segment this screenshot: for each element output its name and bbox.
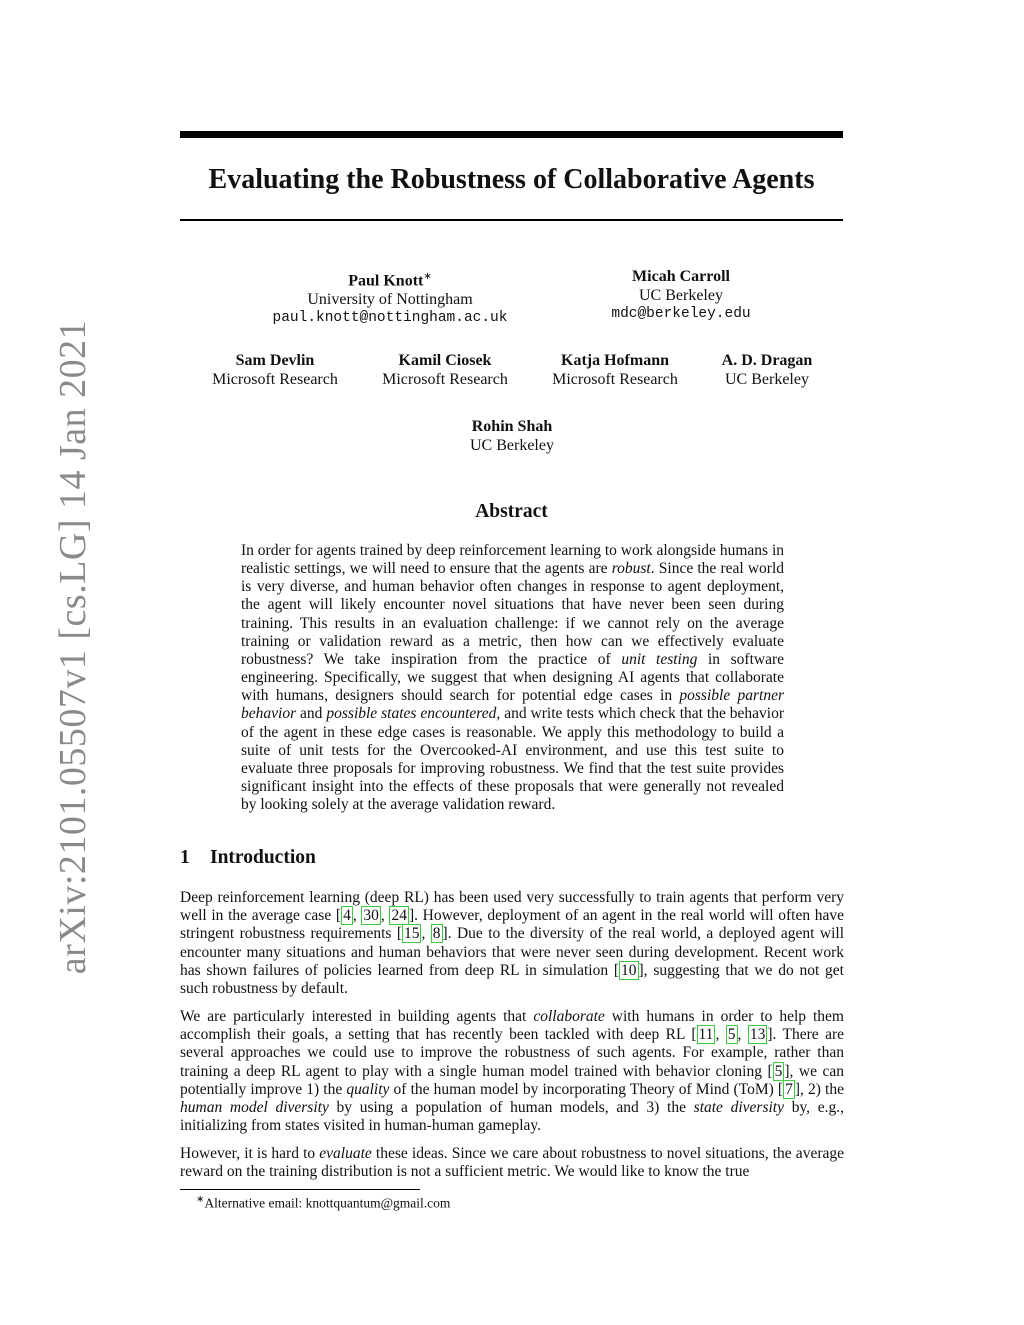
author-name: Katja Hofmann bbox=[561, 352, 669, 369]
author-block-devlin bbox=[200, 352, 350, 389]
citation-link[interactable]: 8 bbox=[432, 925, 441, 943]
section-title: Introduction bbox=[210, 847, 316, 868]
citation-link[interactable]: 30 bbox=[363, 907, 379, 925]
citation-link[interactable]: 10 bbox=[621, 961, 637, 979]
citation-link[interactable]: 11 bbox=[698, 1026, 714, 1044]
paragraph-emphasis: collaborate bbox=[533, 1008, 605, 1025]
author-affiliation: UC Berkeley bbox=[470, 436, 554, 454]
author-block-carroll bbox=[560, 268, 802, 324]
abstract-emphasis: unit testing bbox=[621, 650, 698, 668]
abstract-emphasis: possible partner behavior bbox=[241, 687, 784, 723]
intro-paragraph-3 bbox=[180, 1145, 844, 1181]
paragraph-emphasis: quality bbox=[346, 1080, 390, 1098]
paragraph-text: by using a population of human models, and 3) the bbox=[328, 1099, 694, 1117]
paragraph-text: ]. There are several approaches we could use to improve the robustness of such agents. For example, rather than training a deep RL agent to play with a single human model trained with behavior cloning [ bbox=[180, 1026, 844, 1080]
intro-paragraph-2 bbox=[180, 1008, 844, 1135]
abstract-text: In order for agents trained by deep reinforcement learning to work alongside humans in realistic settings, we will need to ensure that the agents are bbox=[241, 542, 784, 578]
author-email[interactable]: paul.knott@nottingham.ac.uk bbox=[272, 310, 508, 327]
author-name: Rohin Shah bbox=[471, 418, 553, 435]
abstract-body bbox=[241, 542, 784, 814]
paragraph-emphasis: state diversity bbox=[693, 1099, 784, 1117]
abstract-emphasis: possible states encountered bbox=[326, 705, 497, 723]
paragraph-text: ], we can potentially improve 1) the bbox=[180, 1062, 844, 1098]
paragraph-text: with humans in order to help them accomplish their goals, a setting that has recently been tackled with deep RL [ bbox=[180, 1008, 844, 1044]
footnote bbox=[196, 1192, 450, 1212]
paragraph-text: We are particularly interested in building agents that bbox=[180, 1008, 534, 1025]
footnote-mark: ∗ bbox=[196, 1194, 205, 1205]
paragraph-text: Deep reinforcement learning (deep RL) has been used very successfully to train agents that perform very well in the average case [ bbox=[180, 889, 844, 925]
citation-link[interactable]: 5 bbox=[774, 1062, 783, 1080]
footnote-text: Alternative email: knottquantum@gmail.com bbox=[204, 1195, 451, 1211]
paragraph-emphasis: evaluate bbox=[319, 1145, 372, 1162]
abstract-heading: Abstract bbox=[475, 501, 548, 522]
citation-link[interactable]: 7 bbox=[785, 1080, 793, 1098]
paragraph-text: However, it is hard to bbox=[180, 1145, 320, 1162]
paragraph-text: ]. Due to the diversity of the real world, a deployed agent will encounter many situations and human behaviors that were never seen during development. Recent work has shown failures of policies learned from deep RL in simulation [ bbox=[180, 925, 844, 979]
citation-link[interactable]: 15 bbox=[403, 925, 420, 943]
title-top-rule bbox=[180, 131, 843, 138]
intro-paragraph-1 bbox=[180, 889, 844, 998]
abstract-text: , and write tests which check that the behavior of the agent in these edge cases is reasonable. We apply this methodology to build a suite of unit tests for the Overcooked-AI environment, and use this test suite to evaluate three proposals for improving robustness. We find that the test suite provides significant insight into the effects of these proposals that were generally not revealed by looking solely at the average validation reward. bbox=[241, 705, 784, 814]
author-name: A. D. Dragan bbox=[721, 352, 813, 369]
author-name: Sam Devlin bbox=[235, 352, 315, 369]
paragraph-text: by, e.g., initializing from states visited in human-human gameplay. bbox=[180, 1099, 844, 1135]
paragraph-emphasis: human model diversity bbox=[180, 1099, 329, 1117]
author-name: Paul Knott bbox=[348, 272, 424, 290]
paragraph-text: ], 2) the bbox=[794, 1080, 844, 1098]
arxiv-identifier-stamp: arXiv:2101.05507v1 [cs.LG] 14 Jan 2021 bbox=[52, 319, 94, 975]
abstract-text: . Since the real world is very diverse, and human behavior often changes in response to agent deployment, the agent will likely encounter novel situations that have never been seen during training. This results in an evaluation challenge: if we cannot rely on the average training or validation reward as a metric, then how can we effectively evaluate robustness? We take inspiration from the practice of bbox=[241, 560, 784, 668]
citation-link[interactable]: 24 bbox=[391, 907, 407, 925]
paragraph-text: of the human model by incorporating Theory of Mind (ToM) [ bbox=[389, 1080, 784, 1098]
author-affiliation: UC Berkeley bbox=[725, 370, 809, 388]
paragraph-text: , bbox=[421, 925, 431, 943]
author-email[interactable]: mdc@berkeley.edu bbox=[611, 306, 751, 322]
section-number: 1 bbox=[180, 847, 190, 868]
title-bottom-rule bbox=[180, 219, 843, 221]
author-block-ciosek bbox=[370, 352, 520, 389]
citation-link[interactable]: 5 bbox=[727, 1026, 736, 1044]
author-block-hofmann bbox=[540, 352, 690, 389]
citation-link[interactable]: 4 bbox=[343, 907, 351, 925]
paragraph-text: , bbox=[715, 1026, 726, 1044]
paragraph-text: , bbox=[380, 907, 390, 925]
author-name: Micah Carroll bbox=[632, 268, 730, 285]
citation-link[interactable]: 13 bbox=[749, 1026, 766, 1044]
footnote-rule bbox=[180, 1189, 420, 1190]
paragraph-text: , bbox=[737, 1026, 748, 1044]
author-block-shah bbox=[432, 418, 592, 455]
abstract-text: and bbox=[296, 705, 327, 723]
author-affiliation: Microsoft Research bbox=[382, 370, 508, 388]
author-block-dragan bbox=[702, 352, 832, 389]
author-affiliation: Microsoft Research bbox=[212, 370, 338, 388]
author-affiliation: Microsoft Research bbox=[552, 370, 678, 388]
footnote-mark: ∗ bbox=[423, 271, 432, 282]
paragraph-text: ]. However, deployment of an agent in the real world will often have stringent robustness requirements [ bbox=[180, 907, 845, 943]
abstract-emphasis: robust bbox=[611, 560, 651, 578]
paragraph-text: ], suggesting that we do not get such robustness by default. bbox=[180, 961, 844, 998]
paragraph-text: these ideas. Since we care about robustness to novel situations, the average reward on the training distribution is not a sufficient metric. We would like to know the true bbox=[180, 1145, 844, 1181]
author-block-knott bbox=[240, 268, 540, 328]
author-affiliation: UC Berkeley bbox=[639, 286, 723, 304]
author-affiliation: University of Nottingham bbox=[307, 290, 473, 308]
author-name: Kamil Ciosek bbox=[398, 352, 492, 369]
paragraph-text: , bbox=[352, 907, 362, 925]
abstract-text: in software engineering. Specifically, we suggest that when designing AI agents that collaborate with humans, designers should search for potential edge cases in bbox=[241, 650, 785, 705]
paper-title: Evaluating the Robustness of Collaborative Agents bbox=[208, 164, 815, 195]
section-heading bbox=[180, 846, 316, 870]
